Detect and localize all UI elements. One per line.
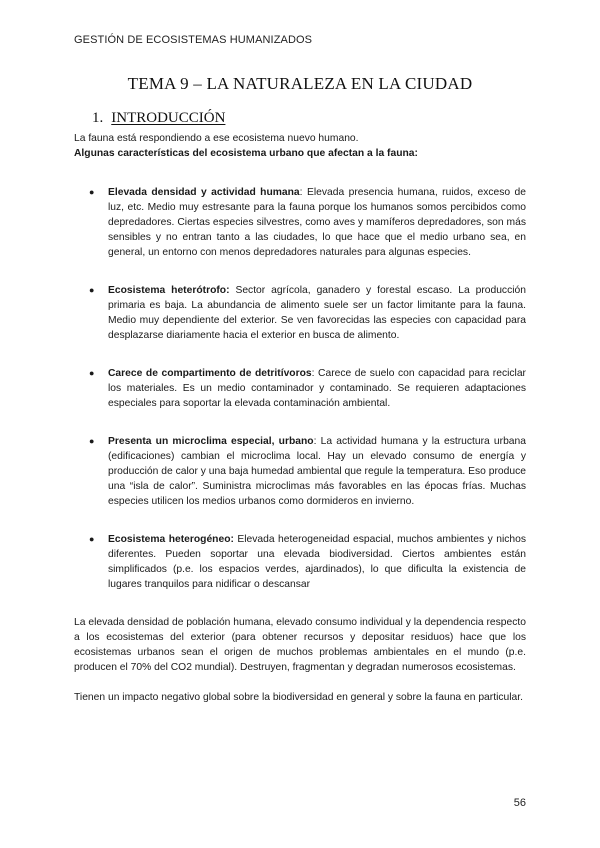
item-separator: : xyxy=(313,436,321,447)
item-text: La actividad humana y la estructura urbana (edificaciones) cambian el microclima local. Hay un elevado consumo de energía y producción de calor y una baja humedad ambiental que regule la temperatura. Eso produce una “isla de calor”. Suministra microclimas más favorables en las épocas frías. Muchas especies utilicen los medios urbanos como dormideros en invierno. xyxy=(108,436,526,507)
section-title: INTRODUCCIÓN xyxy=(111,110,226,126)
bullet-icon: ● xyxy=(89,368,95,378)
list-item xyxy=(74,283,526,343)
item-text: Carece de suelo con capacidad para reciclar los materiales. Es un medio contaminador y contaminado. Se requieren adaptaciones especiales para soportar la elevada contaminación ambiental. xyxy=(108,368,526,409)
body-paragraph: La elevada densidad de población humana, elevado consumo individual y la dependencia respecto a los ecosistemas del exterior (para obtener recursos y depositar residuos) hace que los ecosistemas urbanos sean el origen de muchos problemas ambientales en el mundo (p.e. producen el 70% del CO2 mundial). Destruyen, fragmentan y degradan numerosos ecosistemas. xyxy=(74,617,526,673)
item-text: Elevada presencia humana, ruidos, exceso de luz, etc. Medio muy estresante para la fauna porque los humanos somos percibidos como depredadores. Ciertas especies silvestres, como aves y mamíferos depredadores, son más sensibles y no entran tanto a las ciudades, lo que hace que el medio urbano sea, en general, un entorno con menos depredadores naturales para algunas especies. xyxy=(108,187,526,258)
item-text: Sector agrícola, ganadero y forestal escaso. La producción primaria es baja. La abundancia de alimento suele ser un factor limitante para la fauna. Medio muy dependiente del exterior. Se ven favorecidas las especies con capacidad para desplazarse diariamente hacia el exterior en busca de alimento. xyxy=(108,285,526,341)
list-item xyxy=(74,532,526,592)
item-separator: : xyxy=(311,368,319,379)
item-separator: : xyxy=(299,187,307,198)
bullet-icon: ● xyxy=(89,436,95,446)
item-term: Ecosistema heterótrofo: xyxy=(108,285,230,296)
list-item xyxy=(74,434,526,509)
item-text: Elevada heterogeneidad espacial, muchos ambientes y nichos diferentes. Pueden soportar una elevada biodiversidad. Ciertos ambientes están simplificados (p.e. los espacios verdes, ajardinados), lo que dificulta la existencia de lugares tranquilos para nidificar o descansar xyxy=(108,534,526,590)
intro-line: La fauna está respondiendo a ese ecosistema nuevo humano. xyxy=(74,133,359,144)
bullet-icon: ● xyxy=(89,285,95,295)
item-term: Elevada densidad y actividad humana xyxy=(108,187,300,198)
list-item xyxy=(74,185,526,260)
item-term: Presenta un microclima especial, urbano xyxy=(108,436,314,447)
body-paragraph: Tienen un impacto negativo global sobre la biodiversidad en general y sobre la fauna en particular. xyxy=(74,692,523,703)
intro-bold-line: Algunas características del ecosistema urbano que afectan a la fauna: xyxy=(74,148,418,159)
bullet-icon: ● xyxy=(89,187,95,197)
page-number: 56 xyxy=(513,797,526,809)
bullet-icon: ● xyxy=(89,534,95,544)
page-title: TEMA 9 – LA NATURALEZA EN LA CIUDAD xyxy=(127,74,473,93)
running-header: GESTIÓN DE ECOSISTEMAS HUMANIZADOS xyxy=(74,34,313,46)
characteristics-list xyxy=(74,185,526,592)
list-item xyxy=(74,366,526,411)
section-heading xyxy=(92,110,225,127)
item-term: Carece de compartimento de detritívoros xyxy=(108,368,312,379)
item-term: Ecosistema heterogéneo: xyxy=(108,534,234,545)
section-number: 1. xyxy=(92,110,104,126)
body-content xyxy=(74,131,526,705)
